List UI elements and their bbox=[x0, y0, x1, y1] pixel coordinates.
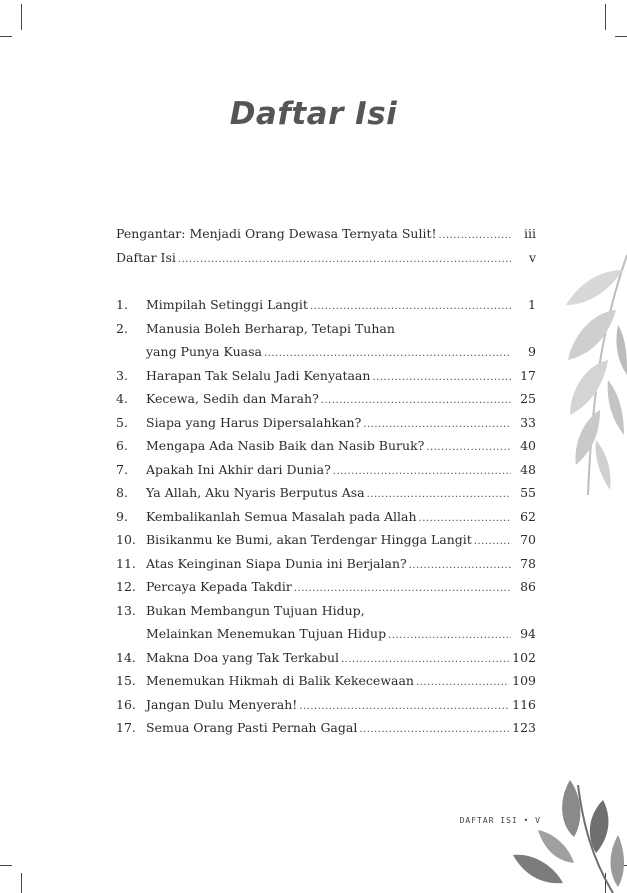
toc-entry-page: 40 bbox=[520, 438, 536, 453]
toc-entry bbox=[116, 626, 536, 650]
table-of-contents bbox=[116, 226, 536, 744]
toc-entry-page: 48 bbox=[520, 461, 536, 477]
dot-leader bbox=[372, 372, 511, 383]
toc-entry-number: 10. bbox=[116, 532, 136, 547]
toc-entry bbox=[116, 485, 536, 509]
leaf-illustration-bottom bbox=[508, 775, 627, 893]
toc-entry bbox=[116, 344, 536, 368]
toc-entry-number: 4. bbox=[116, 391, 128, 406]
toc-entry bbox=[116, 509, 536, 533]
toc-entry-title: yang Punya Kuasa bbox=[146, 344, 262, 359]
toc-entry-page: 25 bbox=[520, 391, 536, 406]
toc-entry-title: Siapa yang Harus Dipersalahkan? bbox=[146, 414, 362, 430]
toc-entry-page: 33 bbox=[520, 414, 536, 430]
toc-entry bbox=[116, 321, 536, 345]
dot-leader bbox=[341, 654, 509, 665]
toc-entry-title: Percaya Kepada Takdir bbox=[146, 579, 292, 594]
toc-entry-title: Kecewa, Sedih dan Marah? bbox=[146, 391, 319, 406]
toc-entry-number: 2. bbox=[116, 320, 128, 336]
toc-entry-title: Atas Keinginan Siapa Dunia ini Berjalan? bbox=[146, 555, 407, 571]
toc-entry-page: iii bbox=[524, 226, 536, 241]
toc-entry-title: Pengantar: Menjadi Orang Dewasa Ternyata Sulit! bbox=[116, 226, 437, 241]
toc-entry bbox=[116, 462, 536, 486]
toc-entry-page: 70 bbox=[520, 532, 536, 547]
toc-entry bbox=[116, 415, 536, 439]
dot-leader bbox=[299, 701, 509, 712]
toc-entry-title: Semua Orang Pasti Pernah Gagal bbox=[146, 720, 358, 735]
toc-entry bbox=[116, 697, 536, 721]
toc-entry-page: 9 bbox=[528, 344, 536, 359]
toc-entry-title: Kembalikanlah Semua Masalah pada Allah bbox=[146, 508, 417, 524]
toc-entry bbox=[116, 556, 536, 580]
toc-entry-title: Daftar Isi bbox=[116, 249, 176, 265]
toc-entry bbox=[116, 391, 536, 415]
toc-entry bbox=[116, 579, 536, 603]
dot-leader bbox=[416, 677, 509, 688]
crop-mark bbox=[0, 36, 12, 37]
toc-entry-number: 14. bbox=[116, 649, 136, 665]
toc-entry-title: Makna Doa yang Tak Terkabul bbox=[146, 649, 339, 665]
toc-entry-title: Bukan Membangun Tujuan Hidup, bbox=[146, 602, 365, 618]
crop-mark bbox=[21, 873, 22, 893]
toc-entry-number: 13. bbox=[116, 602, 136, 618]
toc-entry-page: 109 bbox=[512, 673, 536, 688]
toc-entry-title: Mimpilah Setinggi Langit bbox=[146, 297, 308, 312]
toc-entry bbox=[116, 438, 536, 462]
page-footer: DAFTAR ISI • V bbox=[459, 816, 541, 825]
dot-leader bbox=[439, 230, 511, 241]
dot-leader bbox=[367, 489, 511, 500]
toc-entry-title: Apakah Ini Akhir dari Dunia? bbox=[146, 461, 331, 477]
crop-mark bbox=[615, 36, 627, 37]
toc-entry-title: Menemukan Hikmah di Balik Kekecewaan bbox=[146, 673, 414, 688]
toc-entry-title: Melainkan Menemukan Tujuan Hidup bbox=[146, 626, 387, 641]
crop-mark bbox=[0, 865, 12, 866]
front-matter-list bbox=[116, 226, 536, 273]
toc-entry-page: 62 bbox=[520, 508, 536, 524]
dot-leader bbox=[178, 254, 511, 265]
toc-entry bbox=[116, 650, 536, 674]
toc-entry bbox=[116, 297, 536, 321]
toc-entry-number: 3. bbox=[116, 367, 128, 383]
toc-entry-number: 9. bbox=[116, 508, 128, 524]
toc-entry-number: 16. bbox=[116, 696, 136, 712]
toc-entry-number: 11. bbox=[116, 555, 136, 571]
toc-entry bbox=[116, 603, 536, 627]
leaf-branch-illustration bbox=[548, 250, 627, 500]
toc-entry-page: 55 bbox=[520, 485, 536, 500]
toc-entry-title: Jangan Dulu Menyerah! bbox=[146, 696, 298, 712]
crop-mark bbox=[605, 4, 606, 30]
toc-entry bbox=[116, 673, 536, 697]
toc-entry bbox=[116, 250, 536, 274]
chapter-list bbox=[116, 297, 536, 744]
dot-leader bbox=[363, 419, 511, 430]
toc-entry-number: 1. bbox=[116, 297, 128, 312]
toc-entry-number: 17. bbox=[116, 720, 136, 735]
dot-leader bbox=[264, 348, 511, 359]
toc-entry bbox=[116, 226, 536, 250]
toc-entry-number: 5. bbox=[116, 414, 128, 430]
dot-leader bbox=[359, 724, 509, 735]
toc-entry-title: Mengapa Ada Nasib Baik dan Nasib Buruk? bbox=[146, 438, 425, 453]
toc-entry-title: Manusia Boleh Berharap, Tetapi Tuhan bbox=[146, 320, 395, 336]
toc-entry-page: 123 bbox=[512, 720, 536, 735]
toc-entry-page: 116 bbox=[512, 696, 536, 712]
toc-entry-title: Harapan Tak Selalu Jadi Kenyataan bbox=[146, 367, 371, 383]
dot-leader bbox=[310, 301, 511, 312]
toc-entry-page: 94 bbox=[520, 626, 536, 641]
dot-leader bbox=[321, 395, 511, 406]
toc-entry-page: 17 bbox=[520, 367, 536, 383]
toc-entry-number: 15. bbox=[116, 673, 136, 688]
toc-entry-title: Bisikanmu ke Bumi, akan Terdengar Hingga Langit bbox=[146, 532, 472, 547]
page-title: Daftar Isi bbox=[229, 96, 398, 132]
dot-leader bbox=[294, 583, 511, 594]
toc-entry bbox=[116, 368, 536, 392]
toc-entry-number: 6. bbox=[116, 438, 128, 453]
toc-entry bbox=[116, 720, 536, 744]
toc-entry-number: 8. bbox=[116, 485, 128, 500]
dot-leader bbox=[474, 536, 511, 547]
toc-entry-title: Ya Allah, Aku Nyaris Berputus Asa bbox=[146, 485, 365, 500]
crop-mark bbox=[21, 4, 22, 30]
dot-leader bbox=[388, 630, 511, 641]
dot-leader bbox=[409, 560, 511, 571]
toc-entry-page: 1 bbox=[528, 297, 536, 312]
toc-entry-page: v bbox=[528, 249, 536, 265]
toc-entry-page: 102 bbox=[512, 649, 536, 665]
toc-entry-number: 7. bbox=[116, 461, 128, 477]
dot-leader bbox=[426, 442, 511, 453]
toc-entry bbox=[116, 532, 536, 556]
toc-entry-page: 78 bbox=[520, 555, 536, 571]
dot-leader bbox=[419, 513, 511, 524]
toc-entry-number: 12. bbox=[116, 579, 136, 594]
dot-leader bbox=[333, 466, 511, 477]
toc-entry-page: 86 bbox=[520, 579, 536, 594]
